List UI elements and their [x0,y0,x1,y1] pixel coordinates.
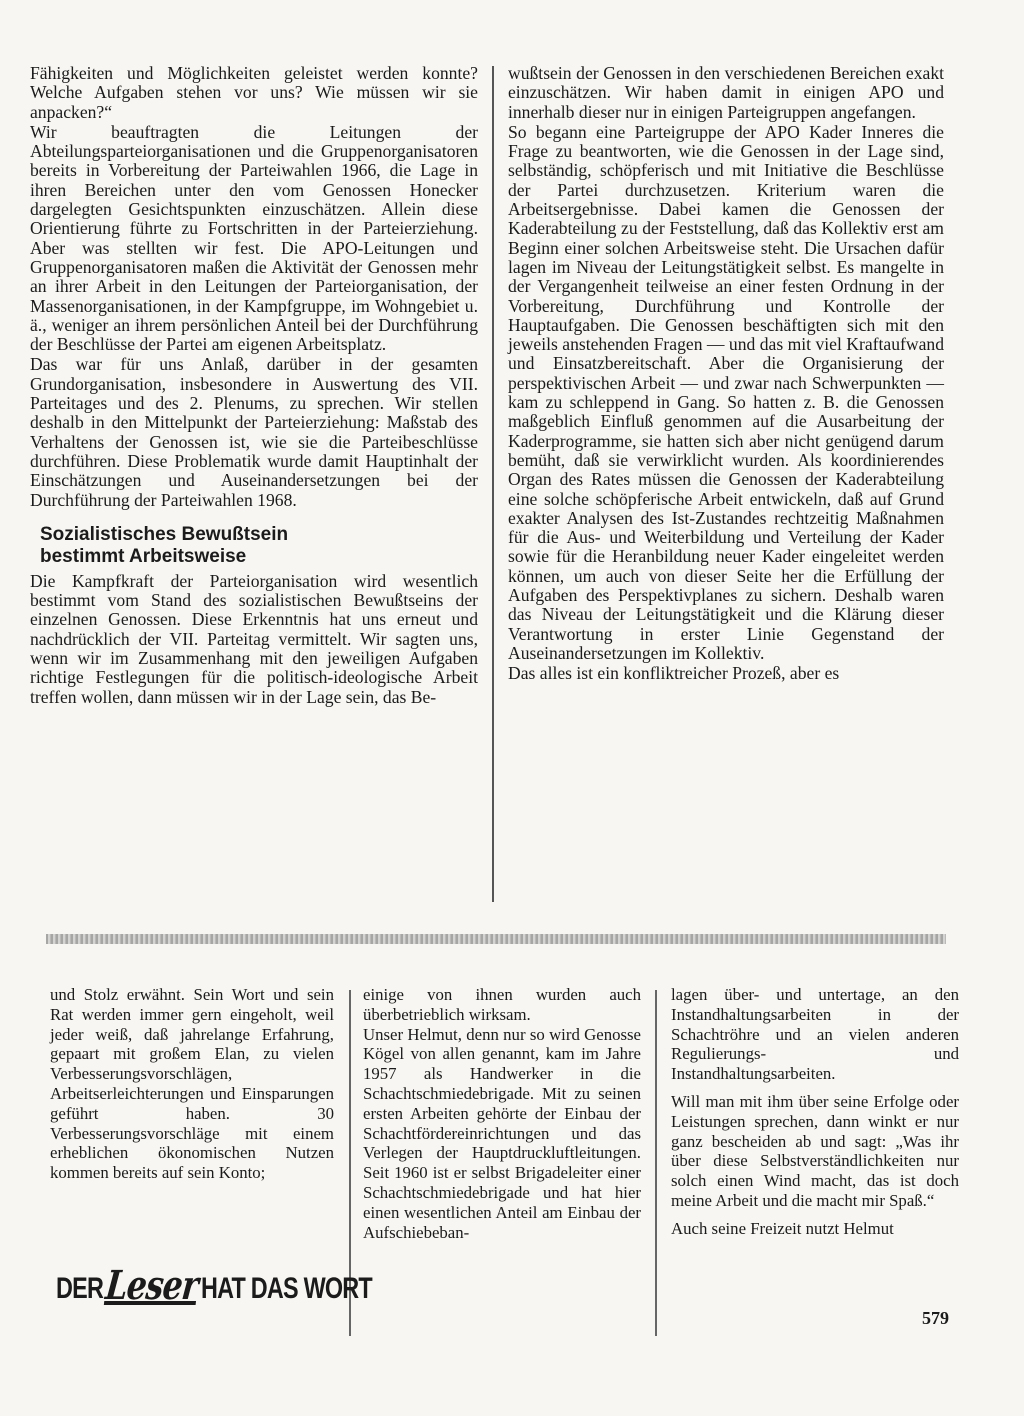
text-column-left [30,64,478,707]
paragraph: Das alles ist ein konfliktreicher Prozeß, aber es [508,663,840,684]
paragraph: Die Kampfkraft der Parteiorganisation wird wesentlich bestimmt vom Stand des sozialistischen Bewußtseins der einzelnen Genossen. Diese Erkenntnis hat uns erneut und nachdrücklich der VII. Parteitag vermittelt. Wir sagten uns, wenn wir im Zusammenhang mit den jeweiligen Aufgaben richtige Festlegungen für die politisch-ideologische Arbeit treffen wollen, dann müssen wir in der Lage sein, das Be- [30,570,478,707]
column-divider [492,66,494,902]
bottom-column-3 [671,985,959,1239]
text-column-right [508,64,944,684]
page-number: 579 [922,1308,949,1328]
logo-text: HAT DAS WORT [201,1272,372,1305]
paragraph: und Stolz erwähnt. Sein Wort und sein Rat werden immer gern eingeholt, weil jeder weiß, daß jahrelange Erfahrung, gepaart mit großem Elan, zu vielen Verbesserungsvorschlägen, Arbeitserleichterungen und Einsparungen geführt haben. 30 Verbesserungsvorschläge mit einem erheblichen ökonomischen Nutzen kommen bereits auf sein Konto; [50,985,334,1183]
paragraph: Fähigkeiten und Möglichkeiten geleistet werden konnte? Welche Aufgaben stehen vor uns? Wie müssen wir sie anpacken?“ [30,63,478,122]
heading-line: bestimmt Arbeitsweise [40,545,247,567]
paragraph: einige von ihnen wurden auch überbetrieblich wirksam. [363,985,641,1024]
logo-script: Leser [103,1262,201,1309]
heading-line: Sozialistisches Bewußtsein [40,523,289,545]
paragraph: Wir beauftragten die Leitungen der Abteilungsparteiorganisationen und die Gruppenorganisatoren bereits in Vorbereitung der Parteiwahlen 1966, die Lage in ihren Bereichen unter den vom Genossen Honecker dargelegten Gesichtspunkten einzuschätzen. Allein diese Orientierung führte zu Fortschritten in der Parteierziehung. Aber was stellten wir fest. Die APO-Leitungen und Gruppenorganisatoren maßen die Aktivität der Genossen mehr an ihrer Arbeit in den Leitungen der Parteiorganisation, der Massenorganisationen, in der Kampfgruppe, im Wohngebiet u. ä., weniger an ihrem persönlichen Anteil bei der Durchführung der Beschlüsse der Partei am eigenen Arbeitsplatz. [30,121,478,355]
paragraph: Unser Helmut, denn nur so wird Genosse Kögel von allen genannt, kam im Jahre 1957 als Handwerker in die Schachtschmiedebrigade. Mit zu seinen ersten Arbeiten gehörte der Einbau der Schachtfördereinrichtungen und das Verlegen der Hauptdruckluftleitungen. Seit 1960 ist er selbst Brigadeleiter einer Schachtschmiedebrigade und hat hier einen wesentlichen Anteil am Einbau der Aufschiebeban- [363,1024,641,1242]
leser-logo [56,1262,372,1309]
section-separator [46,934,946,944]
paragraph: Das war für uns Anlaß, darüber in der gesamten Grundorganisation, insbesondere in Auswertung des VII. Parteitages und des 2. Plenums, zu sprechen. Wir stellen deshalb in den Mittelpunkt der Parteierziehung: Maßstab des Verhaltens der Genossen ist, wie sie die Parteibeschlüsse durchführen. Diese Problematik wurde damit Hauptinhalt der Einschätzungen und Auseinandersetzungen bei der Durchführung der Parteiwahlen 1968. [30,354,478,510]
bottom-column-2 [363,985,641,1242]
paragraph: wußtsein der Genossen in den verschiedenen Bereichen exakt einzuschätzen. Wir haben damit in einigen APO und innerhalb dieser nur in einigen Parteigruppen angefangen. [508,63,944,122]
bottom-column-1 [50,985,334,1183]
logo-text: DER [56,1272,104,1305]
column-divider [655,990,657,1336]
paragraph: So begann eine Parteigruppe der APO Kader Inneres die Frage zu beantworten, wie die Genossen in der Lage sind, selbständig, schöpferisch und mit Initiative die Beschlüsse der Partei durchzusetzen. Kriterium waren die Arbeitsergebnisse. Dabei kamen die Genossen der Kaderabteilung zu der Feststellung, daß das Kollektiv erst am Beginn einer solchen Arbeitsweise steht. Die Ursachen dafür lagen im Niveau der Leitungstätigkeit selbst. Es mangelte in der Vergangenheit teilweise an einer festen Ordnung in der Vorbereitung, Durchführung und Kontrolle der Hauptaufgaben. Die Genossen beschäftigten sich mit den jeweils anstehenden Fragen — und das mit viel Kraftaufwand und Einsatzbereitschaft. Aber die Organisierung der perspektivischen Arbeit — und zwar nach Schwerpunkten — kam zu schleppend in Gang. So hatten z. B. die Genossen maßgeblich Einfluß genommen auf die Ausarbeitung der Kaderprogramme, sie hatten sich aber nicht genügend darum bemüht, daß sie verwirklicht wurden. Als koordinierendes Organ des Rates müssen die Genossen der Kaderabteilung eine solche schöpferische Arbeit entwickeln, daß auf Grund exakter Analysen des Ist-Zustandes rechtzeitig Maßnahmen für die Aus- und Weiterbildung und Verteilung der Kader sowie für die Heranbildung neuer Kader eingeleitet werden können, um auch von dieser Seite her die Erfüllung der Aufgaben des Perspektivplanes zu sichern. Deshalb waren das Niveau der Leitungstätigkeit und die Klärung dieser Verantwortung in erster Linie Gegenstand der Auseinandersetzungen im Kollektiv. [508,121,944,663]
paragraph: Will man mit ihm über seine Erfolge oder Leistungen sprechen, dann winkt er nur ganz bescheiden ab und sagt: „Was ihr über diese Selbstverständlichkeiten nur solch einen Wind macht, das ist doch meine Arbeit und die macht mir Spaß.“ [671,1091,959,1210]
paragraph: lagen über- und untertage, an den Instandhaltungsarbeiten in der Schachtröhre und an vielen anderen Regulierungs- und Instandhaltungsarbeiten. [671,985,959,1084]
paragraph: Auch seine Freizeit nutzt Helmut [671,1218,894,1238]
section-heading [40,524,478,568]
